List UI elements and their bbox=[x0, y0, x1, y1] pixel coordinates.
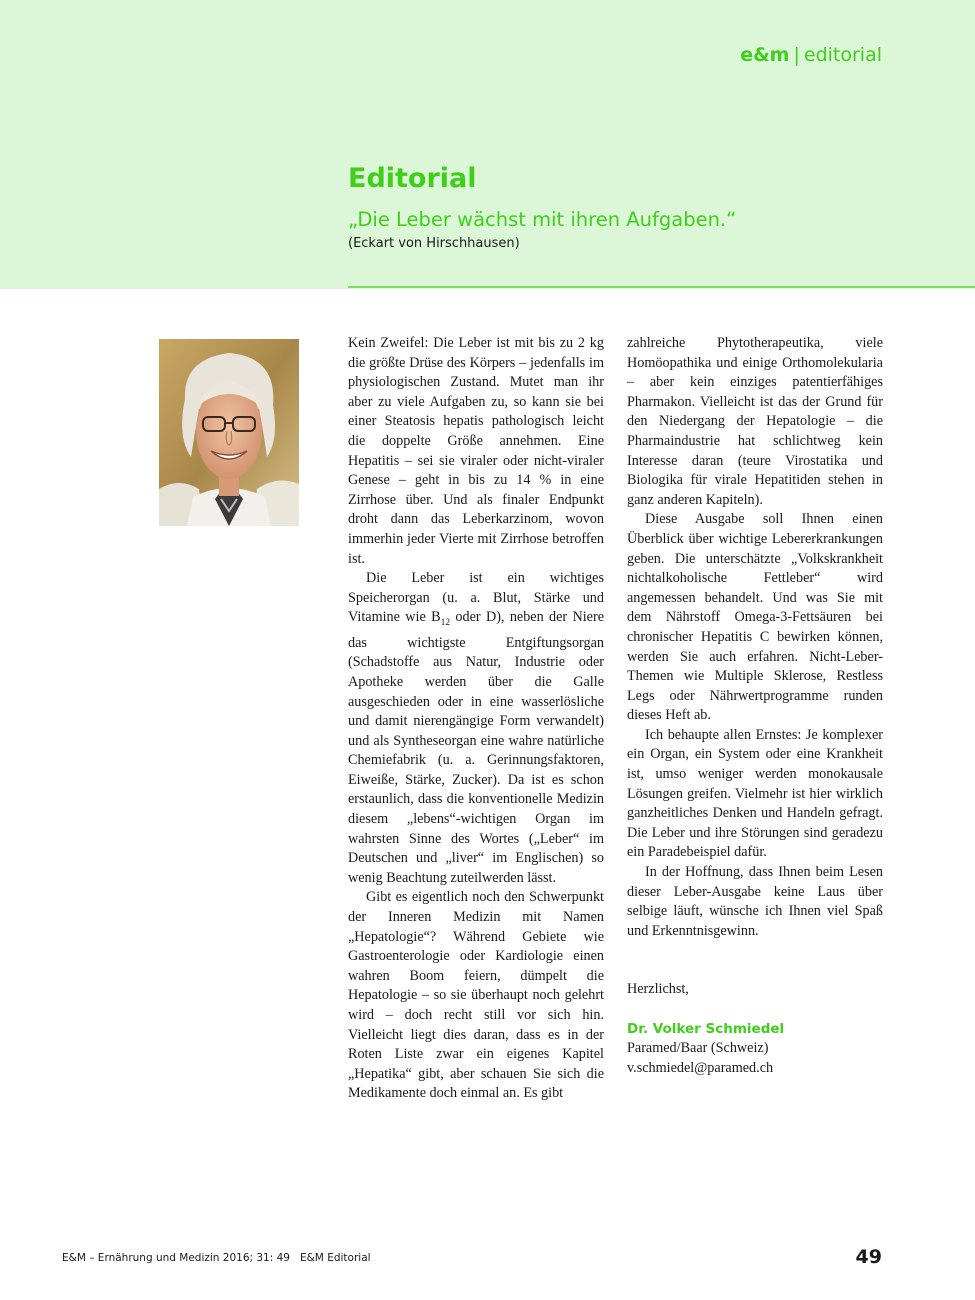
header-rule bbox=[348, 286, 975, 288]
paragraph-5: Diese Ausgabe soll Ihnen einen Überblick über wichtige Lebererkrankungen geben. Die unterschätzte „Volkskrankheit nichtalkoholische Fettleber“ wird angemessen behandelt. Und was Sie mit dem Nährstoff Omega-3-Fettsäuren bei chronischer Hepatitis C bewirken können, werden Sie auch erfahren. Nicht-Leber-Themen wie Multiple Sklerose, Restless Legs oder Nährwertprogramme runden dieses Heft ab. bbox=[627, 511, 883, 724]
article-quote: „Die Leber wächst mit ihren Aufgaben.“ bbox=[348, 208, 737, 231]
section-label: editorial bbox=[803, 44, 882, 66]
quote-author: (Eckart von Hirschhausen) bbox=[348, 236, 520, 251]
page-number: 49 bbox=[855, 1246, 882, 1268]
paragraph-1: Kein Zweifel: Die Leber ist mit bis zu 2 kg die größte Drüse des Körpers – jedenfalls im physiologischen Zustand. Mutet man ihr aber zu viele Aufgaben zu, so kann sie bei einer Steatosis hepatis pathologisch leicht die doppelte Größe annehmen. Eine Hepatitis – sei sie viraler oder nicht-viraler Genese – geht in bis zu 14 % in eine Zirrhose über. Und als finaler Endpunkt droht dann das Leberkarzinom, wovon immerhin jeder Vierte mit Zirrhose betroffen ist. bbox=[348, 335, 604, 567]
section-tag bbox=[740, 44, 882, 66]
text-column-left bbox=[348, 334, 604, 1104]
paragraph-3: Gibt es eigentlich noch den Schwerpunkt der Inneren Medizin mit Namen „Hepatologie“? Während Gebiete wie Gastroenterologie oder Kardiologie einen wahren Boom feiern, dümpelt die Hepatologie – so sie überhaupt noch gelehrt wird – doch recht still vor sich hin. Vielleicht liegt dies daran, dass es in der Roten Liste zwar ein eigenes Kapitel „Hepatika“ gibt, aber schauen Sie sich die Medikamente doch einmal an. Es gibt bbox=[348, 889, 604, 1102]
footer-citation: E&M – Ernährung und Medizin 2016; 31: 49 bbox=[62, 1252, 290, 1264]
text-column-right bbox=[627, 334, 883, 1078]
paragraph-2-part-a: Die Leber ist ein wichtiges Speicherorgan (u. a. Blut, Stärke und Vitamine wie B bbox=[348, 570, 604, 626]
section-separator: | bbox=[793, 44, 800, 66]
spacer bbox=[627, 941, 883, 980]
signature-name: Dr. Volker Schmiedel bbox=[627, 1020, 785, 1037]
page-footer bbox=[62, 1252, 371, 1264]
author-photo bbox=[159, 339, 299, 526]
signature-email: v.schmiedel@paramed.ch bbox=[627, 1059, 774, 1076]
signature-affiliation: Paramed/Baar (Schweiz) bbox=[627, 1040, 769, 1057]
paragraph-6: Ich behaupte allen Ernstes: Je komplexer ein Organ, ein System oder eine Krankheit ist, umso weniger werden monokausale Lösungen greifen. Vielmehr ist hier wirklich ganzheitliches Denken und Handeln gefragt. Die Leber und ihre Störungen sind geradezu ein Paradebeispiel dafür. bbox=[627, 726, 883, 861]
footer-section: E&M Editorial bbox=[299, 1252, 371, 1264]
paragraph-2-part-b: oder D), neben der Niere das wichtigste Entgiftungsorgan (Schadstoffe aus Natur, Industrie oder Apotheke werden über die Galle ausgeschieden oder in eine wasserlösliche und damit nierengängige Form verwandelt) und als Syntheseorgan eine wahre natürliche Chemiefabrik (u. a. Gerinnungsfaktoren, Eiweiße, Stärke, Zucker). Da ist es schon erstaunlich, dass die konventionelle Medizin diesem „lebens“-wichtigen Organ im wahrsten Sinne des Wortes („Leber“ im Deutschen und „liver“ im Englischen) so wenig Beachtung zuteilwerden lässt. bbox=[348, 609, 604, 886]
paragraph-2-subscript: 12 bbox=[440, 618, 451, 629]
brand-label: e&m bbox=[740, 44, 790, 66]
signature-closing: Herzlichst, bbox=[627, 981, 689, 998]
paragraph-4: zahlreiche Phytotherapeutika, viele Homöopathika und einige Orthomolekularia – aber kein einziges patentierfähiges Pharmakon. Vielleicht ist das der Grund für den Niedergang der Hepatologie – die Pharmaindustrie hat schlichtweg kein Interesse daran (teure Virostatika und Biologika für virale Hepatitiden stehen in ganz anderen Kapiteln). bbox=[627, 335, 883, 508]
paragraph-7: In der Hoffnung, dass Ihnen beim Lesen dieser Leber-Ausgabe keine Laus über selbige läuft, wünsche ich Ihnen viel Spaß und Erkenntnisgewinn. bbox=[627, 864, 883, 939]
article-title: Editorial bbox=[348, 163, 477, 194]
paragraph-2 bbox=[348, 569, 604, 888]
signature-spacer bbox=[627, 1000, 883, 1020]
